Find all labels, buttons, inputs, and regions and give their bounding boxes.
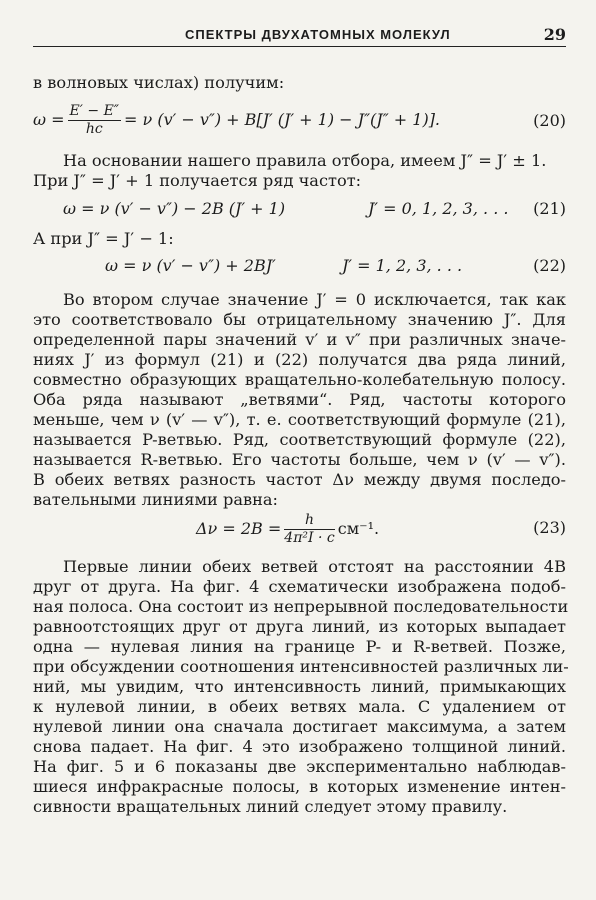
eq23-unit: см⁻¹.	[337, 519, 380, 538]
line-a: А при J″ = J′ − 1:	[33, 229, 174, 248]
eq20-lhs: ω =	[33, 110, 65, 129]
para3-line: ний, мы увидим, что интенсивность линий, примыкающих	[33, 677, 566, 696]
eq22-condition: J′ = 1, 2, 3, . . .	[342, 256, 463, 275]
eq23-denominator: 4π²I · c	[284, 530, 335, 546]
para3-line: друг от друга. На фиг. 4 схематически изображена подоб-	[33, 577, 566, 596]
para3-line: равноотстоящих друг от друга линий, из которых выпадает	[33, 617, 566, 636]
eq20-numerator: E′ − E″	[69, 103, 120, 119]
eq20-number: (20)	[533, 111, 566, 130]
para2-line: совместно образующих вращательно-колебательную полосу.	[33, 370, 566, 389]
para2-line: называется P-ветвью. Ряд, соответствующий формуле (22),	[33, 430, 566, 449]
para2-line: Во втором случае значение J′ = 0 исключается, так как	[63, 290, 566, 309]
para2-line: вательными линиями равна:	[33, 490, 279, 509]
para2-line: В обеих ветвях разность частот Δν между двумя последо-	[33, 470, 566, 489]
para3-line: к нулевой линии, в обеих ветвях мала. С удалением от	[33, 697, 566, 716]
para3-line: сивности вращательных линий следует этому правилу.	[33, 797, 508, 816]
eq21-number: (21)	[533, 199, 566, 218]
eq22-number: (22)	[533, 256, 566, 275]
page-number: 29	[543, 25, 566, 44]
para2-line: называется R-ветвью. Его частоты больше, чем ν (v′ — v″).	[33, 450, 566, 469]
equation-20	[33, 103, 440, 138]
eq23-number: (23)	[533, 518, 566, 537]
eq21-condition: J′ = 0, 1, 2, 3, . . .	[368, 199, 509, 218]
eq23-lhs: Δν = 2B =	[196, 519, 282, 538]
eq23-fraction	[284, 512, 334, 547]
para3-line: ная полоса. Она состоит из непрерывной последовательности	[33, 597, 569, 616]
para3-line: одна — нулевая линия на границе P- и R-ветвей. Позже,	[33, 637, 566, 656]
eq20-rhs: = ν (v′ − v″) + B[J′ (J′ + 1) − J″(J″ + 1)].	[124, 110, 441, 129]
para1-line: При J″ = J′ + 1 получается ряд частот:	[33, 171, 362, 190]
para3-line: нулевой линии она сначала достигает максимума, а затем	[33, 717, 566, 736]
para3-line: Первые линии обеих ветвей отстоят на расстоянии 4B	[63, 557, 566, 576]
para2-line: меньше, чем ν (v′ — v″), т. е. соответствующий формуле (21),	[33, 410, 566, 429]
eq22-formula: ω = ν (v′ − v″) + 2BJ′	[105, 256, 276, 275]
para2-line: это соответствовало бы отрицательному значению J″. Для	[33, 310, 566, 329]
para3-line: шиеся инфракрасные полосы, в которых изменение интен-	[33, 777, 566, 796]
para3-line: снова падает. На фиг. 4 это изображено толщиной линий.	[33, 737, 566, 756]
para3-line: На фиг. 5 и 6 показаны две экспериментально наблюдав-	[33, 757, 566, 776]
eq20-denominator: hc	[85, 121, 103, 137]
para2-line: определенной пары значений v′ и v″ при различных значе-	[33, 330, 566, 349]
para2-line: ниях J′ из формул (21) и (22) получатся два ряда линий,	[33, 350, 566, 369]
para1-line: На основании нашего правила отбора, имеем J″ = J′ ± 1.	[63, 151, 547, 170]
intro-line: в волновых числах) получим:	[33, 73, 285, 92]
running-title: СПЕКТРЫ ДВУХАТОМНЫХ МОЛЕКУЛ	[185, 27, 451, 42]
para3-line: при обсуждении соотношения интенсивностей различных ли-	[33, 657, 569, 676]
eq21-formula: ω = ν (v′ − v″) − 2B (J′ + 1)	[63, 199, 286, 218]
eq23-numerator: h	[284, 512, 334, 530]
para2-line: Оба ряда называют „ветвями“. Ряд, частоты которого	[33, 390, 566, 409]
eq20-fraction	[68, 103, 121, 138]
page-header	[33, 22, 566, 47]
equation-23	[196, 512, 379, 547]
